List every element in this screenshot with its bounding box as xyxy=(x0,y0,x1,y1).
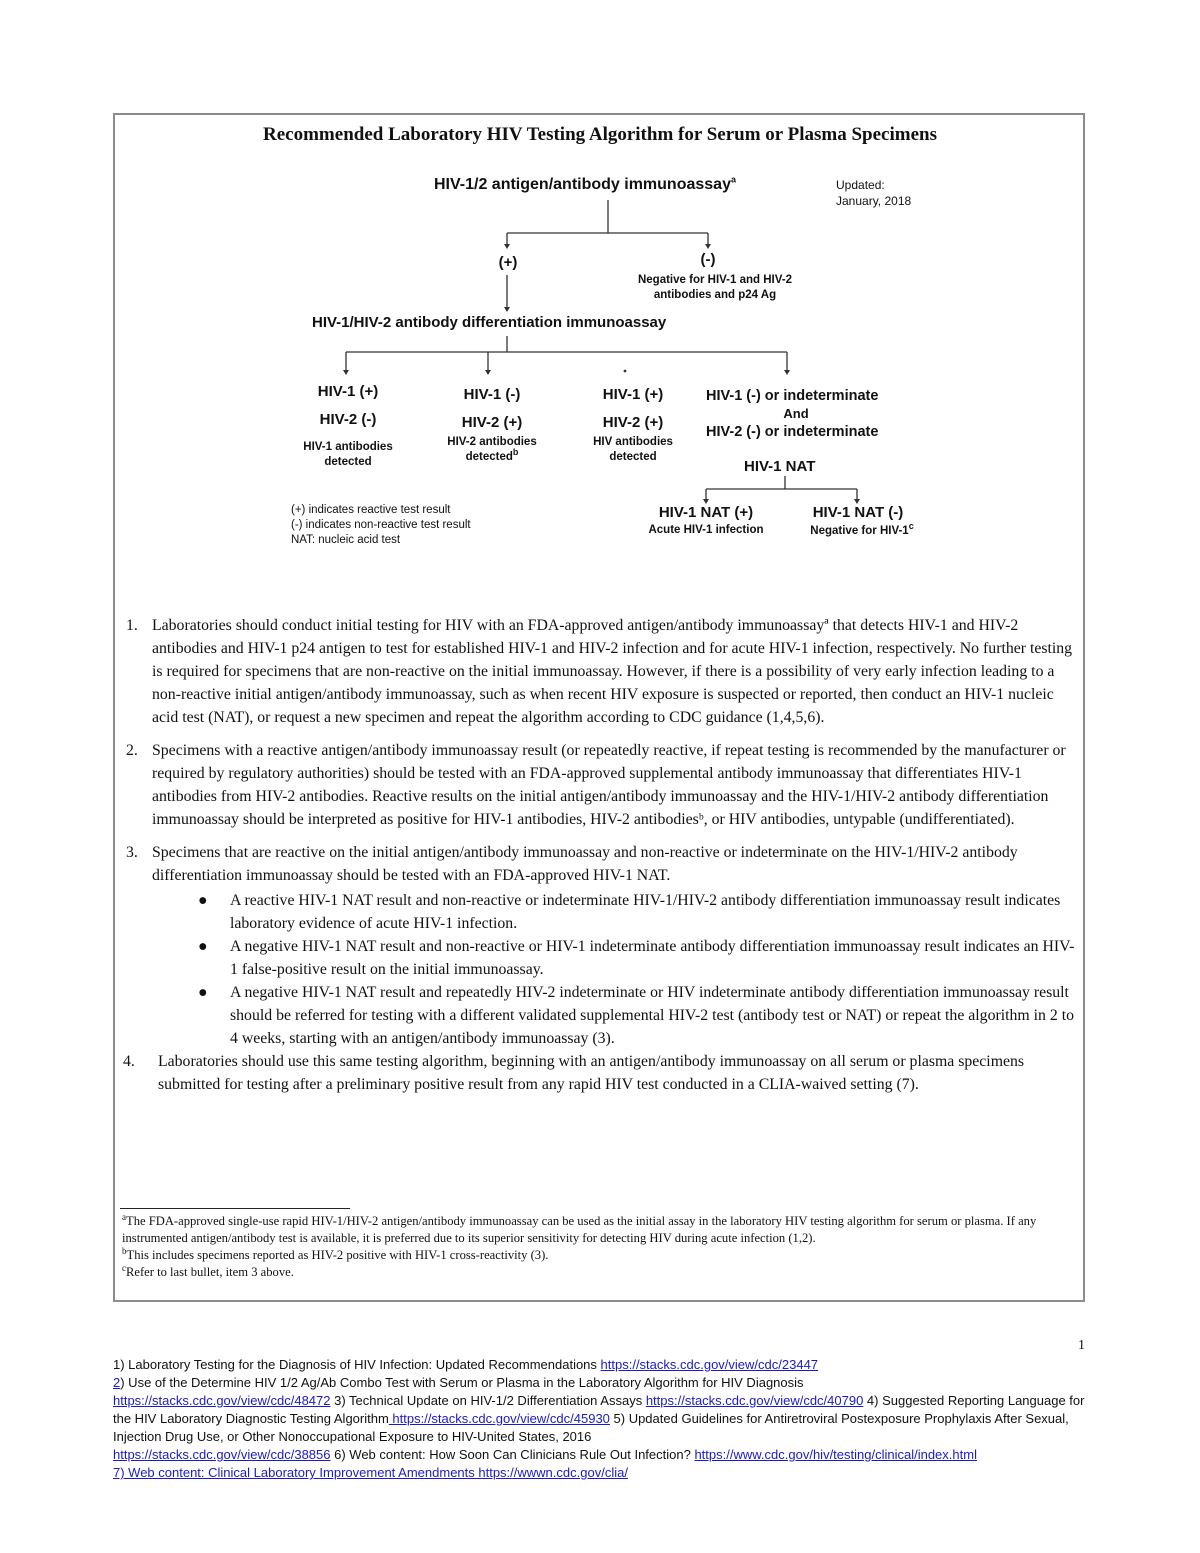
legend-reactive: (+) indicates reactive test result xyxy=(291,504,451,516)
outcome2-hiv2: HIV-2 (+) xyxy=(461,414,523,431)
list-item xyxy=(120,841,1080,887)
flowchart-connectors xyxy=(0,0,1200,600)
ref-2-number-link[interactable]: 2 xyxy=(113,1375,121,1390)
list-item xyxy=(120,614,1080,729)
ref-7-link[interactable]: 7) Web content: Clinical Laboratory Improvement Amendments https://wwwn.cdc.gov/clia/ xyxy=(113,1465,628,1480)
outcome3-hiv1: HIV-1 (+) xyxy=(602,386,664,403)
bullet-item xyxy=(120,889,1080,935)
instructions-list xyxy=(120,614,1080,1106)
footnote-c xyxy=(122,1264,1062,1281)
footnote-c-marker: c xyxy=(908,521,914,532)
item-number: 4. xyxy=(123,1053,135,1070)
footnote-c-mark: c xyxy=(122,1262,126,1273)
outcome3-hiv2: HIV-2 (+) xyxy=(602,414,664,431)
footnotes xyxy=(122,1213,1062,1281)
differentiation-assay-box: HIV-1/HIV-2 antibody differentiation immunoassay xyxy=(312,314,667,331)
ref-1-text: 1) Laboratory Testing for the Diagnosis of HIV Infection: Updated Recommendations xyxy=(113,1357,601,1372)
ref-5-text: 5) Updated Guidelines for Antiretroviral Postexposure Prophylaxis After Sexual, Injection Drug Use, or Other Nonoccupational Exposure to HIV-United States, 2016 xyxy=(113,1411,1069,1444)
ref-2-link[interactable]: https://stacks.cdc.gov/view/cdc/48472 xyxy=(113,1393,331,1408)
nat-negative-desc-text: Negative for HIV-1 xyxy=(810,525,909,537)
outcome1-description xyxy=(280,440,416,470)
positive-label: (+) xyxy=(498,254,518,271)
ref-2-text: ) Use of the Determine HIV 1/2 Ag/Ab Combo Test with Serum or Plasma in the Laboratory Algorithm for HIV Diagnosis xyxy=(120,1375,804,1390)
outcome2-desc-text: detected xyxy=(465,451,513,463)
ref-6-text: 6) Web content: How Soon Can Clinicians Rule Out Infection? xyxy=(330,1447,695,1462)
initial-immunoassay-box xyxy=(434,176,736,194)
bullet-icon: ● xyxy=(198,984,208,1001)
ref-4-link[interactable]: https://stacks.cdc.gov/view/cdc/45930 xyxy=(388,1411,610,1426)
nat-box: HIV-1 NAT xyxy=(744,458,816,475)
negative-label: (-) xyxy=(700,251,716,268)
nat-negative-description xyxy=(784,521,940,539)
list-item xyxy=(120,1050,1080,1096)
bullet-item xyxy=(120,935,1080,981)
footnote-b xyxy=(122,1247,1062,1264)
updated-label: Updated: xyxy=(836,178,885,192)
page-number: 1 xyxy=(1078,1338,1085,1353)
outcome2-description xyxy=(422,435,562,465)
outcome2-desc-line2 xyxy=(422,447,562,465)
footnote-b-mark: b xyxy=(122,1245,127,1256)
item-number: 3. xyxy=(126,844,138,861)
ref-1-link[interactable]: https://stacks.cdc.gov/view/cdc/23447 xyxy=(600,1357,819,1372)
footnote-b-marker: b xyxy=(512,447,519,458)
negative-description xyxy=(610,273,820,303)
item-text: Laboratories should use this same testing algorithm, beginning with an antigen/antibody immunoassay on all serum or plasma specimens submitted for testing after a preliminary positive result from any rapid HIV test conducted in a CLIA-waived setting (7). xyxy=(158,1053,1025,1093)
footnote-a-mark: a xyxy=(122,1211,126,1222)
outcome2-desc-line1: HIV-2 antibodies xyxy=(447,436,537,448)
item-text: Laboratories should conduct initial testing for HIV with an FDA-approved antigen/antibody immunoassayª that detects HIV-1 and HIV-2 antibodies and HIV-1 p24 antigen to test for established HIV-1 and HIV-2 infection and for acute HIV-1 infection, respectively. No further testing is required for specimens that are non-reactive on the initial immunoassay. However, if there is a possibility of very early infection leading to a non-reactive initial antigen/antibody immunoassay, such as when recent HIV exposure is suspected or reported, then conduct an HIV-1 nucleic acid test (NAT), or request a new specimen and repeat the algorithm according to CDC guidance (1,4,5,6). xyxy=(152,617,1073,726)
initial-immunoassay-label: HIV-1/2 antigen/antibody immunoassay xyxy=(434,176,731,193)
bullet-text: A negative HIV-1 NAT result and non-reactive or HIV-1 indeterminate antibody differentiation immunoassay result indicates an HIV-1 false-positive result on the initial immunoassay. xyxy=(230,938,1075,978)
bullet-text: A negative HIV-1 NAT result and repeatedly HIV-2 indeterminate or HIV indeterminate antibody differentiation immunoassay result should be referred for testing with a different validated supplemental HIV-2 test (antibody test or NAT) or repeat the algorithm in 2 to 4 weeks, starting with an antigen/antibody immunoassay (3). xyxy=(230,984,1075,1047)
outcome1-hiv1: HIV-1 (+) xyxy=(317,383,379,400)
item-text: Specimens with a reactive antigen/antibody immunoassay result (or repeatedly reactive, if repeat testing is recommended by the manufacturer or required by regulatory authorities) should be tested with an FDA-approved supplemental antibody immunoassay that differentiates HIV-1 antibodies from HIV-2 antibodies. Reactive results on the initial antigen/antibody immunoassay and the HIV-1/HIV-2 antibody differentiation immunoassay should be interpreted as positive for HIV-1 antibodies, HIV-2 antibodiesᵇ, or HIV antibodies, untypable (undifferentiated). xyxy=(152,742,1066,828)
legend xyxy=(291,503,471,548)
outcome2-hiv1: HIV-1 (-) xyxy=(463,386,521,403)
bullet-item xyxy=(120,981,1080,1050)
references xyxy=(113,1356,1088,1482)
bullet-icon: ● xyxy=(198,892,208,909)
outcome4-and: And xyxy=(783,406,809,421)
negative-desc-line2: antibodies and p24 Ag xyxy=(653,289,777,301)
ref-3-link[interactable]: https://stacks.cdc.gov/view/cdc/40790 xyxy=(645,1393,864,1408)
nat-positive-description: Acute HIV-1 infection xyxy=(648,524,764,536)
item-text: Specimens that are reactive on the initial antigen/antibody immunoassay and non-reactive or indeterminate on the HIV-1/HIV-2 antibody differentiation immunoassay should be tested with an FDA-approved HIV-1 NAT. xyxy=(152,844,1018,884)
ref-5-link[interactable]: https://stacks.cdc.gov/view/cdc/38856 xyxy=(113,1447,331,1462)
legend-nat: NAT: nucleic acid test xyxy=(291,534,401,546)
nat-positive: HIV-1 NAT (+) xyxy=(658,504,754,521)
outcome4-hiv2: HIV-2 (-) or indeterminate xyxy=(706,424,879,440)
outcome3-description xyxy=(563,435,703,465)
page-title: Recommended Laboratory HIV Testing Algorithm for Serum or Plasma Specimens xyxy=(263,124,937,145)
ref-3-text: 3) Technical Update on HIV-1/2 Differentiation Assays xyxy=(330,1393,646,1408)
outcome1-hiv2: HIV-2 (-) xyxy=(319,411,377,428)
updated-date: January, 2018 xyxy=(836,194,912,208)
outcome4-hiv1: HIV-1 (-) or indeterminate xyxy=(706,388,879,404)
footnote-a-text: The FDA-approved single-use rapid HIV-1/HIV-2 antigen/antibody immunoassay can be used as the initial assay in the laboratory HIV testing algorithm for serum or plasma. If any instrumented antigen/antibody test is available, it is preferred due to its superior sensitivity for detecting HIV during acute infection (1,2). xyxy=(122,1214,1037,1245)
legend-nonreactive: (-) indicates non-reactive test result xyxy=(291,519,471,531)
item-number: 2. xyxy=(126,742,138,759)
item-number: 1. xyxy=(126,617,138,634)
outcome1-desc-line1: HIV-1 antibodies xyxy=(303,441,393,453)
footnote-b-text: This includes specimens reported as HIV-2 positive with HIV-1 cross-reactivity (3). xyxy=(126,1248,549,1262)
bullet-icon: ● xyxy=(198,938,208,955)
negative-desc-line1: Negative for HIV-1 and HIV-2 xyxy=(637,274,792,286)
outcome3-desc-line2: detected xyxy=(609,451,657,463)
outcome1-desc-line2: detected xyxy=(324,456,372,468)
list-item xyxy=(120,739,1080,831)
bullet-text: A reactive HIV-1 NAT result and non-reactive or indeterminate HIV-1/HIV-2 antibody differentiation immunoassay result indicates laboratory evidence of acute HIV-1 infection. xyxy=(230,892,1061,932)
ref-4-text: 4) Suggested Reporting Language for the HIV Laboratory Diagnostic Testing Algorithm xyxy=(113,1393,1085,1426)
footnote-divider xyxy=(120,1208,350,1209)
outcome3-desc-line1: HIV antibodies xyxy=(593,436,673,448)
footnote-a-marker: a xyxy=(730,174,736,185)
ref-6-link[interactable]: https://www.cdc.gov/hiv/testing/clinical/index.html xyxy=(694,1447,977,1462)
footnote-a xyxy=(122,1213,1062,1247)
footnote-c-text: Refer to last bullet, item 3 above. xyxy=(126,1265,294,1279)
nat-negative: HIV-1 NAT (-) xyxy=(812,504,904,521)
